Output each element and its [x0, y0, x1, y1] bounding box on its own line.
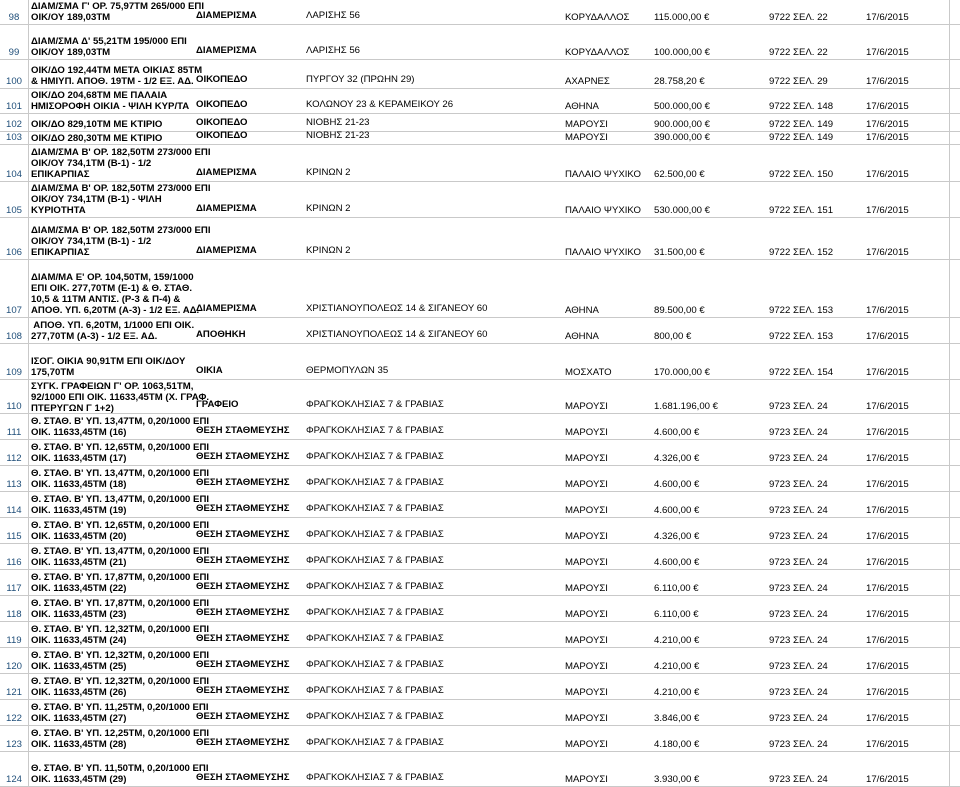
description: Θ. ΣΤΑΘ. Β' ΥΠ. 12,32ΤΜ, 0,20/1000 ΕΠΙ ΟΙΚ. 11633,45ΤΜ (25) [31, 650, 210, 672]
row-number: 114 [6, 505, 22, 516]
row-number: 111 [6, 427, 22, 438]
property-type: ΑΠΟΘΗΚΗ [196, 329, 246, 340]
city: ΜΑΡΟΥΣΙ [565, 132, 608, 143]
price: 100.000,00 € [654, 47, 711, 58]
city: ΜΑΡΟΥΣΙ [565, 453, 608, 464]
description: ΟΙΚ/ΔΟ 192,44ΤΜ ΜΕΤΑ ΟΙΚΙΑΣ 85ΤΜ & ΗΜΙΥΠ. ΑΠΟΘ. 19ΤΜ - 1/2 ΕΞ. ΑΔ. [31, 65, 203, 87]
table-row [0, 114, 960, 132]
row-number: 115 [6, 531, 22, 542]
row-number: 107 [5, 305, 22, 316]
row-number: 109 [5, 367, 22, 378]
property-type: ΘΕΣΗ ΣΤΑΘΜΕΥΣΗΣ [196, 685, 290, 696]
description: ΟΙΚ/ΔΟ 204,68ΤΜ ΜΕ ΠΑΛΑΙΑ ΗΜΙΣΟΡΟΦΗ ΟΙΚΙΑ - ΨΙΛΗ ΚΥΡ/ΤΑ [31, 90, 190, 112]
description: Θ. ΣΤΑΘ. Β' ΥΠ. 12,25ΤΜ, 0,20/1000 ΕΠΙ ΟΙΚ. 11633,45ΤΜ (28) [31, 728, 210, 750]
property-type: ΟΙΚΙΑ [196, 365, 223, 376]
address: ΧΡΙΣΤΙΑΝΟΥΠΟΛΕΩΣ 14 & ΣΙΓΑΝΕΟΥ 60 [306, 329, 488, 340]
city: ΜΑΡΟΥΣΙ [565, 609, 608, 620]
date: 17/6/2015 [866, 427, 909, 438]
row-number: 112 [6, 453, 22, 464]
description: ΙΣΟΓ. ΟΙΚΙΑ 90,91ΤΜ ΕΠΙ ΟΙΚ/ΔΟΥ 175,70ΤΜ [31, 356, 186, 378]
address: ΚΟΛΩΝΟΥ 23 & ΚΕΡΑΜΕΙΚΟΥ 26 [306, 99, 454, 110]
gazette-ref: 9723 ΣΕΛ. 24 [769, 505, 828, 516]
gazette-ref: 9722 ΣΕΛ. 22 [769, 12, 828, 23]
table-row [0, 544, 960, 570]
address: ΦΡΑΓΚΟΚΛΗΣΙΑΣ 7 & ΓΡΑΒΙΑΣ [306, 555, 444, 566]
gazette-ref: 9723 ΣΕΛ. 24 [769, 687, 828, 698]
table-row [0, 596, 960, 622]
row-number: 105 [5, 205, 22, 216]
property-type: ΘΕΣΗ ΣΤΑΘΜΕΥΣΗΣ [196, 529, 290, 540]
price: 4.326,00 € [654, 531, 700, 542]
address: ΝΙΟΒΗΣ 21-23 [306, 117, 370, 128]
table-row [0, 570, 960, 596]
row-number: 124 [5, 774, 22, 785]
row-number: 120 [5, 661, 22, 672]
table-row [0, 518, 960, 544]
property-type: ΘΕΣΗ ΣΤΑΘΜΕΥΣΗΣ [196, 659, 290, 670]
gazette-ref: 9723 ΣΕΛ. 24 [769, 583, 828, 594]
price: 115.000,00 € [654, 12, 710, 23]
date: 17/6/2015 [866, 687, 909, 698]
address: ΚΡΙΝΩΝ 2 [306, 245, 351, 256]
property-type: ΘΕΣΗ ΣΤΑΘΜΕΥΣΗΣ [196, 633, 290, 644]
gazette-ref: 9722 ΣΕΛ. 150 [769, 169, 834, 180]
table-row [0, 674, 960, 700]
property-type: ΟΙΚΟΠΕΔΟ [196, 74, 248, 85]
table-row [0, 492, 960, 518]
city: ΜΑΡΟΥΣΙ [565, 557, 608, 568]
address: ΦΡΑΓΚΟΚΛΗΣΙΑΣ 7 & ΓΡΑΒΙΑΣ [306, 529, 444, 540]
date: 17/6/2015 [866, 305, 909, 316]
price: 800,00 € [654, 331, 692, 342]
table-row [0, 344, 960, 380]
gazette-ref: 9722 ΣΕΛ. 29 [769, 76, 828, 87]
property-type: ΘΕΣΗ ΣΤΑΘΜΕΥΣΗΣ [196, 425, 290, 436]
price: 31.500,00 € [654, 247, 705, 258]
property-type: ΔΙΑΜΕΡΙΣΜΑ [196, 303, 257, 314]
row-number: 118 [6, 609, 22, 620]
address: ΦΡΑΓΚΟΚΛΗΣΙΑΣ 7 & ΓΡΑΒΙΑΣ [306, 607, 444, 618]
date: 17/6/2015 [866, 247, 909, 258]
address: ΝΙΟΒΗΣ 21-23 [306, 130, 370, 141]
price: 6.110,00 € [654, 583, 699, 594]
address: ΦΡΑΓΚΟΚΛΗΣΙΑΣ 7 & ΓΡΑΒΙΑΣ [306, 633, 444, 644]
row-number: 116 [6, 557, 22, 568]
gazette-ref: 9723 ΣΕΛ. 24 [769, 427, 828, 438]
date: 17/6/2015 [866, 479, 909, 490]
address: ΦΡΑΓΚΟΚΛΗΣΙΑΣ 7 & ΓΡΑΒΙΑΣ [306, 772, 444, 783]
city: ΜΟΣΧΑΤΟ [565, 367, 612, 378]
table-row [0, 0, 960, 25]
row-number: 121 [5, 687, 22, 698]
row-number: 113 [6, 479, 22, 490]
price: 62.500,00 € [654, 169, 705, 180]
city: ΜΑΡΟΥΣΙ [565, 427, 608, 438]
gazette-ref: 9722 ΣΕΛ. 153 [769, 305, 834, 316]
table-row [0, 182, 960, 218]
date: 17/6/2015 [866, 557, 909, 568]
date: 17/6/2015 [866, 132, 909, 143]
price: 500.000,00 € [654, 101, 711, 112]
address: ΦΡΑΓΚΟΚΛΗΣΙΑΣ 7 & ΓΡΑΒΙΑΣ [306, 737, 444, 748]
price: 4.600,00 € [654, 505, 700, 516]
price: 1.681.196,00 € [654, 401, 719, 412]
table-row [0, 700, 960, 726]
gazette-ref: 9723 ΣΕΛ. 24 [769, 661, 828, 672]
description: Θ. ΣΤΑΘ. Β' ΥΠ. 13,47ΤΜ, 0,20/1000 ΕΠΙ ΟΙΚ. 11633,45ΤΜ (21) [31, 546, 210, 568]
city: ΠΑΛΑΙΟ ΨΥΧΙΚΟ [565, 205, 641, 216]
gazette-ref: 9722 ΣΕΛ. 152 [769, 247, 834, 258]
address: ΧΡΙΣΤΙΑΝΟΥΠΟΛΕΩΣ 14 & ΣΙΓΑΝΕΟΥ 60 [306, 303, 488, 314]
date: 17/6/2015 [866, 609, 909, 620]
date: 17/6/2015 [866, 12, 909, 23]
address: ΦΡΑΓΚΟΚΛΗΣΙΑΣ 7 & ΓΡΑΒΙΑΣ [306, 659, 444, 670]
price: 530.000,00 € [654, 205, 711, 216]
property-type: ΘΕΣΗ ΣΤΑΘΜΕΥΣΗΣ [196, 555, 290, 566]
description: Θ. ΣΤΑΘ. Β' ΥΠ. 13,47ΤΜ, 0,20/1000 ΕΠΙ ΟΙΚ. 11633,45ΤΜ (18) [31, 468, 210, 490]
description: Θ. ΣΤΑΘ. Β' ΥΠ. 11,25ΤΜ, 0,20/1000 ΕΠΙ ΟΙΚ. 11633,45ΤΜ (27) [31, 702, 209, 724]
address: ΦΡΑΓΚΟΚΛΗΣΙΑΣ 7 & ΓΡΑΒΙΑΣ [306, 685, 444, 696]
date: 17/6/2015 [866, 47, 909, 58]
address: ΛΑΡΙΣΗΣ 56 [306, 10, 360, 21]
property-type: ΘΕΣΗ ΣΤΑΘΜΕΥΣΗΣ [196, 607, 290, 618]
table-row [0, 440, 960, 466]
property-type: ΟΙΚΟΠΕΔΟ [196, 99, 248, 110]
row-number: 122 [5, 713, 22, 724]
row-number: 110 [6, 401, 22, 412]
table-row [0, 466, 960, 492]
city: ΜΑΡΟΥΣΙ [565, 401, 608, 412]
city: ΜΑΡΟΥΣΙ [565, 583, 608, 594]
city: ΑΧΑΡΝΕΣ [565, 76, 610, 87]
city: ΚΟΡΥΔΑΛΛΟΣ [565, 12, 630, 23]
row-number: 108 [5, 331, 22, 342]
city: ΜΑΡΟΥΣΙ [565, 774, 608, 785]
date: 17/6/2015 [866, 401, 909, 412]
gazette-ref: 9722 ΣΕΛ. 148 [769, 101, 834, 112]
row-number: 123 [5, 739, 22, 750]
address: ΦΡΑΓΚΟΚΛΗΣΙΑΣ 7 & ΓΡΑΒΙΑΣ [306, 503, 444, 514]
description: ΟΙΚ/ΔΟ 829,10ΤΜ ΜΕ ΚΤΙΡΙΟ [31, 119, 163, 130]
property-type: ΘΕΣΗ ΣΤΑΘΜΕΥΣΗΣ [196, 711, 290, 722]
gazette-ref: 9723 ΣΕΛ. 24 [769, 557, 828, 568]
property-type: ΘΕΣΗ ΣΤΑΘΜΕΥΣΗΣ [196, 737, 290, 748]
date: 17/6/2015 [866, 739, 909, 750]
price: 4.180,00 € [654, 739, 700, 750]
gazette-ref: 9722 ΣΕΛ. 149 [769, 119, 834, 130]
gazette-ref: 9722 ΣΕΛ. 149 [769, 132, 834, 143]
table-row [0, 380, 960, 414]
date: 17/6/2015 [866, 367, 909, 378]
date: 17/6/2015 [866, 205, 909, 216]
gazette-ref: 9722 ΣΕΛ. 153 [769, 331, 834, 342]
description: Θ. ΣΤΑΘ. Β' ΥΠ. 12,32ΤΜ, 0,20/1000 ΕΠΙ ΟΙΚ. 11633,45ΤΜ (24) [31, 624, 210, 646]
row-number: 102 [5, 119, 22, 130]
description: ΟΙΚ/ΔΟ 280,30ΤΜ ΜΕ ΚΤΙΡΙΟ [31, 133, 163, 144]
gazette-ref: 9723 ΣΕΛ. 24 [769, 635, 828, 646]
property-type: ΓΡΑΦΕΙΟ [196, 399, 239, 410]
date: 17/6/2015 [866, 119, 909, 130]
row-number: 100 [5, 76, 22, 87]
table-row [0, 89, 960, 114]
city: ΜΑΡΟΥΣΙ [565, 687, 608, 698]
gazette-ref: 9722 ΣΕΛ. 22 [769, 47, 828, 58]
table-row [0, 218, 960, 260]
address: ΠΥΡΓΟΥ 32 (ΠΡΩΗΝ 29) [306, 74, 415, 85]
date: 17/6/2015 [866, 101, 909, 112]
city: ΜΑΡΟΥΣΙ [565, 531, 608, 542]
gazette-ref: 9723 ΣΕΛ. 24 [769, 453, 828, 464]
gazette-ref: 9723 ΣΕΛ. 24 [769, 401, 828, 412]
city: ΜΑΡΟΥΣΙ [565, 479, 608, 490]
gazette-ref: 9723 ΣΕΛ. 24 [769, 609, 828, 620]
description: ΣΥΓΚ. ΓΡΑΦΕΙΩΝ Γ' ΟΡ. 1063,51ΤΜ, 92/1000 ΕΠΙ ΟΙΚ. 11633,45ΤΜ (Χ. ΓΡΑΦ. ΠΤΕΡΥΓΩΝ Γ 1+2) [31, 381, 209, 414]
description: Θ. ΣΤΑΘ. Β' ΥΠ. 17,87ΤΜ, 0,20/1000 ΕΠΙ ΟΙΚ. 11633,45ΤΜ (23) [31, 598, 210, 620]
address: ΦΡΑΓΚΟΚΛΗΣΙΑΣ 7 & ΓΡΑΒΙΑΣ [306, 581, 444, 592]
description: ΔΙΑΜ/ΜΑ Ε' ΟΡ. 104,50ΤΜ, 159/1000 ΕΠΙ ΟΙΚ. 277,70ΤΜ (Ε-1) & Θ. ΣΤΑΘ. 10,5 & 11ΤΜ ΑΝΤΙΣ. (Ρ-3 & Π-4) & ΑΠΟΘ. ΥΠ. 6,20ΤΜ (Α-3) - 1/2 ΕΞ. ΑΔ. [31, 272, 200, 316]
property-type: ΘΕΣΗ ΣΤΑΘΜΕΥΣΗΣ [196, 477, 290, 488]
row-number: 104 [5, 169, 22, 180]
city: ΜΑΡΟΥΣΙ [565, 505, 608, 516]
price: 4.210,00 € [654, 635, 700, 646]
table-row [0, 414, 960, 440]
city: ΠΑΛΑΙΟ ΨΥΧΙΚΟ [565, 169, 641, 180]
property-type: ΘΕΣΗ ΣΤΑΘΜΕΥΣΗΣ [196, 451, 290, 462]
price: 4.600,00 € [654, 479, 700, 490]
price: 4.600,00 € [654, 557, 700, 568]
row-number: 99 [8, 47, 20, 58]
price: 4.210,00 € [654, 661, 700, 672]
row-number: 119 [6, 635, 22, 646]
table-row [0, 648, 960, 674]
description: Θ. ΣΤΑΘ. Β' ΥΠ. 13,47ΤΜ, 0,20/1000 ΕΠΙ ΟΙΚ. 11633,45ΤΜ (19) [31, 494, 210, 516]
city: ΑΘΗΝΑ [565, 305, 599, 316]
gazette-ref: 9723 ΣΕΛ. 24 [769, 739, 828, 750]
table-row [0, 132, 960, 145]
description: Θ. ΣΤΑΘ. Β' ΥΠ. 12,65ΤΜ, 0,20/1000 ΕΠΙ ΟΙΚ. 11633,45ΤΜ (17) [31, 442, 210, 464]
gazette-ref: 9723 ΣΕΛ. 24 [769, 713, 828, 724]
table-row [0, 318, 960, 344]
city: ΠΑΛΑΙΟ ΨΥΧΙΚΟ [565, 247, 641, 258]
address: ΦΡΑΓΚΟΚΛΗΣΙΑΣ 7 & ΓΡΑΒΙΑΣ [306, 477, 444, 488]
property-type: ΔΙΑΜΕΡΙΣΜΑ [196, 245, 257, 256]
description: Θ. ΣΤΑΘ. Β' ΥΠ. 11,50ΤΜ, 0,20/1000 ΕΠΙ ΟΙΚ. 11633,45ΤΜ (29) [31, 763, 209, 785]
property-type: ΔΙΑΜΕΡΙΣΜΑ [196, 10, 257, 21]
address: ΦΡΑΓΚΟΚΛΗΣΙΑΣ 7 & ΓΡΑΒΙΑΣ [306, 711, 444, 722]
property-type: ΟΙΚΟΠΕΔΟ [196, 130, 248, 141]
gazette-ref: 9723 ΣΕΛ. 24 [769, 479, 828, 490]
price: 4.600,00 € [654, 427, 700, 438]
description: ΔΙΑΜ/ΣΜΑ Β' ΟΡ. 182,50ΤΜ 273/000 ΕΠΙ ΟΙΚ/ΟΥ 734,1ΤΜ (Β-1) - ΨΙΛΗ ΚΥΡΙΟΤΗΤΑ [31, 183, 211, 216]
address: ΛΑΡΙΣΗΣ 56 [306, 45, 360, 56]
property-type: ΔΙΑΜΕΡΙΣΜΑ [196, 45, 257, 56]
address: ΦΡΑΓΚΟΚΛΗΣΙΑΣ 7 & ΓΡΑΒΙΑΣ [306, 451, 444, 462]
description: Θ. ΣΤΑΘ. Β' ΥΠ. 12,65ΤΜ, 0,20/1000 ΕΠΙ ΟΙΚ. 11633,45ΤΜ (20) [31, 520, 210, 542]
date: 17/6/2015 [866, 774, 909, 785]
price: 900.000,00 € [654, 119, 711, 130]
row-number: 106 [5, 247, 22, 258]
price: 3.846,00 € [654, 713, 700, 724]
address: ΘΕΡΜΟΠΥΛΩΝ 35 [306, 365, 389, 376]
address: ΦΡΑΓΚΟΚΛΗΣΙΑΣ 7 & ΓΡΑΒΙΑΣ [306, 399, 444, 410]
price: 170.000,00 € [654, 367, 711, 378]
date: 17/6/2015 [866, 76, 909, 87]
description: Θ. ΣΤΑΘ. Β' ΥΠ. 12,32ΤΜ, 0,20/1000 ΕΠΙ ΟΙΚ. 11633,45ΤΜ (26) [31, 676, 210, 698]
address: ΚΡΙΝΩΝ 2 [306, 203, 351, 214]
city: ΚΟΡΥΔΑΛΛΟΣ [565, 47, 630, 58]
description: ΔΙΑΜ/ΣΜΑ Β' ΟΡ. 182,50ΤΜ 273/000 ΕΠΙ ΟΙΚ/ΟΥ 734,1ΤΜ (Β-1) - 1/2 ΕΠΙΚΑΡΠΙΑΣ [31, 225, 211, 258]
row-number: 117 [6, 583, 22, 594]
price: 28.758,20 € [654, 76, 705, 87]
property-type: ΟΙΚΟΠΕΔΟ [196, 117, 248, 128]
table-row [0, 726, 960, 752]
gazette-ref: 9723 ΣΕΛ. 24 [769, 531, 828, 542]
description: ΔΙΑΜ/ΣΜΑ Β' ΟΡ. 182,50ΤΜ 273/000 ΕΠΙ ΟΙΚ/ΟΥ 734,1ΤΜ (Β-1) - 1/2 ΕΠΙΚΑΡΠΙΑΣ [31, 147, 211, 180]
gazette-ref: 9722 ΣΕΛ. 151 [769, 205, 834, 216]
table-row [0, 25, 960, 60]
table-row [0, 260, 960, 318]
property-type: ΔΙΑΜΕΡΙΣΜΑ [196, 203, 257, 214]
row-number: 103 [5, 132, 22, 143]
city: ΑΘΗΝΑ [565, 101, 599, 112]
address: ΦΡΑΓΚΟΚΛΗΣΙΑΣ 7 & ΓΡΑΒΙΑΣ [306, 425, 444, 436]
description: ΑΠΟΘ. ΥΠ. 6,20ΤΜ, 1/1000 ΕΠΙ ΟΙΚ. 277,70ΤΜ (Α-3) - 1/2 ΕΞ. ΑΔ. [31, 320, 195, 342]
price: 6.110,00 € [654, 609, 699, 620]
table-row [0, 622, 960, 648]
city: ΜΑΡΟΥΣΙ [565, 635, 608, 646]
property-type: ΘΕΣΗ ΣΤΑΘΜΕΥΣΗΣ [196, 581, 290, 592]
date: 17/6/2015 [866, 713, 909, 724]
property-type: ΘΕΣΗ ΣΤΑΘΜΕΥΣΗΣ [196, 772, 290, 783]
city: ΑΘΗΝΑ [565, 331, 599, 342]
city: ΜΑΡΟΥΣΙ [565, 713, 608, 724]
date: 17/6/2015 [866, 505, 909, 516]
price: 390.000,00 € [654, 132, 711, 143]
gazette-ref: 9723 ΣΕΛ. 24 [769, 774, 828, 785]
address: ΚΡΙΝΩΝ 2 [306, 167, 351, 178]
date: 17/6/2015 [866, 169, 909, 180]
date: 17/6/2015 [866, 661, 909, 672]
table-row [0, 752, 960, 787]
price: 3.930,00 € [654, 774, 700, 785]
date: 17/6/2015 [866, 635, 909, 646]
price: 89.500,00 € [654, 305, 705, 316]
description: ΔΙΑΜ/ΣΜΑ Δ' 55,21ΤΜ 195/000 ΕΠΙ ΟΙΚ/ΟΥ 189,03ΤΜ [31, 36, 187, 58]
table-row [0, 145, 960, 182]
property-type: ΘΕΣΗ ΣΤΑΘΜΕΥΣΗΣ [196, 503, 290, 514]
price: 4.210,00 € [654, 687, 700, 698]
gazette-ref: 9722 ΣΕΛ. 154 [769, 367, 834, 378]
row-number: 101 [5, 101, 22, 112]
description: Θ. ΣΤΑΘ. Β' ΥΠ. 17,87ΤΜ, 0,20/1000 ΕΠΙ ΟΙΚ. 11633,45ΤΜ (22) [31, 572, 210, 594]
date: 17/6/2015 [866, 453, 909, 464]
description: Θ. ΣΤΑΘ. Β' ΥΠ. 13,47ΤΜ, 0,20/1000 ΕΠΙ ΟΙΚ. 11633,45ΤΜ (16) [31, 416, 210, 438]
city: ΜΑΡΟΥΣΙ [565, 661, 608, 672]
date: 17/6/2015 [866, 583, 909, 594]
price: 4.326,00 € [654, 453, 700, 464]
description: ΔΙΑΜ/ΣΜΑ Γ' ΟΡ. 75,97ΤΜ 265/000 ΕΠΙ ΟΙΚ/ΟΥ 189,03ΤΜ [31, 1, 205, 23]
table-row [0, 60, 960, 89]
date: 17/6/2015 [866, 331, 909, 342]
row-number: 98 [8, 12, 20, 23]
property-type: ΔΙΑΜΕΡΙΣΜΑ [196, 167, 257, 178]
date: 17/6/2015 [866, 531, 909, 542]
city: ΜΑΡΟΥΣΙ [565, 739, 608, 750]
city: ΜΑΡΟΥΣΙ [565, 119, 608, 130]
